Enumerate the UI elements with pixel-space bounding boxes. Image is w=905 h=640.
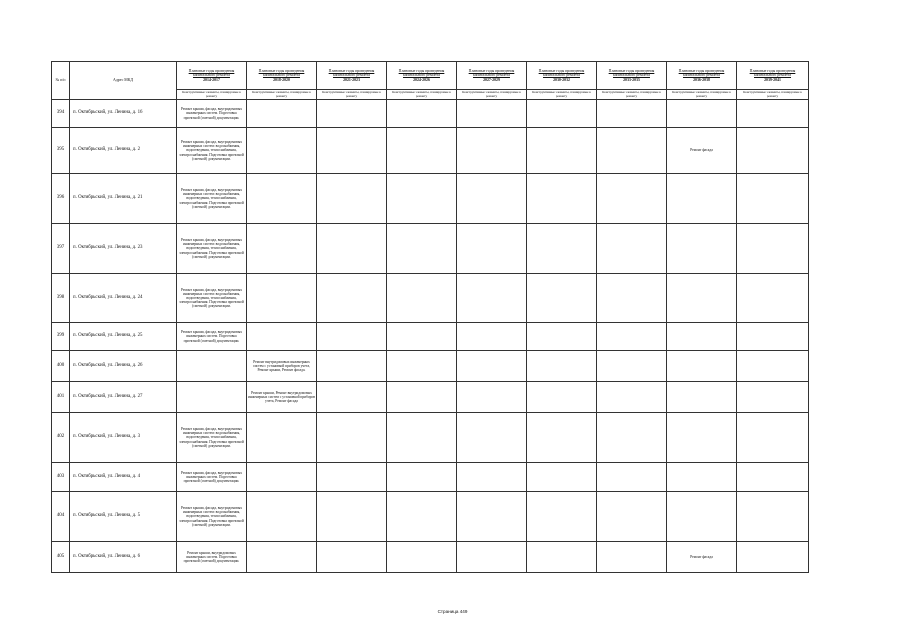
repair-cell: Ремонт крыши, фасада, внутридомовых инженерных систем. Подготовка проектной (сметной) документации. bbox=[177, 100, 247, 128]
repair-cell: Ремонт крыши, фасада, внутридомовых инженерных систем. Подготовка проектной (сметной) документации. bbox=[177, 463, 247, 492]
header-period: Плановые годы проведения капитального ремонта 2021-2023 bbox=[317, 62, 387, 90]
repair-cell bbox=[737, 174, 809, 224]
header-num: № п/п bbox=[52, 62, 70, 100]
table-row bbox=[52, 323, 809, 351]
repair-cell bbox=[667, 463, 737, 492]
repair-cell bbox=[317, 274, 387, 323]
row-number: 403 bbox=[52, 463, 70, 492]
header-period: Плановые годы проведения капитального ремонта 2033-2035 bbox=[597, 62, 667, 90]
table-row bbox=[52, 128, 809, 174]
page-footer: Страница 449 bbox=[437, 609, 468, 614]
repair-cell bbox=[597, 492, 667, 542]
subheader-cell: Конструктивные элементы, планируемые к ремонту bbox=[597, 90, 667, 100]
row-number: 396 bbox=[52, 174, 70, 224]
row-address: п. Октябрьский, ул. Ленина, д. 25 bbox=[70, 323, 177, 351]
row-address: п. Октябрьский, ул. Ленина, д. 21 bbox=[70, 174, 177, 224]
subheader-cell: Конструктивные элементы, планируемые к ремонту bbox=[457, 90, 527, 100]
table-row bbox=[52, 463, 809, 492]
repair-cell bbox=[527, 351, 597, 382]
repair-cell bbox=[527, 174, 597, 224]
table-row bbox=[52, 274, 809, 323]
row-address: п. Октябрьский, ул. Ленина, д. 3 bbox=[70, 413, 177, 463]
repair-cell bbox=[317, 100, 387, 128]
repair-cell bbox=[527, 542, 597, 573]
repair-cell bbox=[597, 323, 667, 351]
repair-cell bbox=[667, 274, 737, 323]
repair-cell bbox=[737, 463, 809, 492]
repair-cell bbox=[387, 128, 457, 174]
repair-cell bbox=[317, 128, 387, 174]
repair-cell bbox=[457, 128, 527, 174]
repair-cell bbox=[597, 351, 667, 382]
row-number: 405 bbox=[52, 542, 70, 573]
repair-cell bbox=[597, 274, 667, 323]
subheader-cell: Конструктивные элементы, планируемые к ремонту bbox=[667, 90, 737, 100]
repair-cell bbox=[737, 128, 809, 174]
repair-cell bbox=[247, 224, 317, 274]
repair-cell bbox=[527, 382, 597, 413]
repair-cell bbox=[667, 174, 737, 224]
row-number: 400 bbox=[52, 351, 70, 382]
repair-cell bbox=[597, 174, 667, 224]
row-number: 398 bbox=[52, 274, 70, 323]
row-address: п. Октябрьский, ул. Ленина, д. 6 bbox=[70, 542, 177, 573]
repair-cell bbox=[597, 100, 667, 128]
repair-cell bbox=[737, 492, 809, 542]
repair-cell bbox=[387, 100, 457, 128]
repair-cell bbox=[667, 323, 737, 351]
row-address: п. Октябрьский, ул. Ленина, д. 4 bbox=[70, 463, 177, 492]
repair-cell bbox=[527, 274, 597, 323]
repair-cell bbox=[527, 100, 597, 128]
repair-cell bbox=[177, 382, 247, 413]
repair-cell bbox=[667, 224, 737, 274]
header-address: Адрес МКД bbox=[70, 62, 177, 100]
repair-cell bbox=[387, 413, 457, 463]
row-number: 401 bbox=[52, 382, 70, 413]
table-row bbox=[52, 174, 809, 224]
repair-cell bbox=[457, 492, 527, 542]
capital-repair-table bbox=[51, 61, 809, 573]
repair-cell: Ремонт крыши, фасада, внутридомовых инженерных систем. Подготовка проектной (сметной) документации. bbox=[177, 323, 247, 351]
repair-cell: Ремонт крыши, внутридомовых инженерных систем. Подготовка проектной (сметной) документации. bbox=[177, 542, 247, 573]
repair-cell bbox=[247, 323, 317, 351]
repair-cell bbox=[457, 174, 527, 224]
repair-cell bbox=[737, 382, 809, 413]
header-period: Плановые годы проведения капитального ремонта 2018-2020 bbox=[247, 62, 317, 90]
header-period: Плановые годы проведения капитального ремонта 2024-2026 bbox=[387, 62, 457, 90]
repair-cell: Ремонт фасада bbox=[667, 128, 737, 174]
subheader-cell: Конструктивные элементы, планируемые к ремонту bbox=[737, 90, 809, 100]
repair-cell bbox=[387, 224, 457, 274]
repair-cell: Ремонт крыши, фасада, внутридомовых инженерных систем: водоснабжения, водоотведения, теплоснабжения, электроснабжения. Подготовка проектной (сметной) документации. bbox=[177, 492, 247, 542]
repair-cell bbox=[597, 542, 667, 573]
repair-cell bbox=[597, 224, 667, 274]
repair-cell bbox=[597, 128, 667, 174]
repair-cell: Ремонт фасада bbox=[667, 542, 737, 573]
repair-cell bbox=[457, 224, 527, 274]
repair-cell: Ремонт крыши, фасада, внутридомовых инженерных систем: водоснабжения, водоотведения, теплоснабжения, электроснабжения. Подготовка проектной (сметной) документации. bbox=[177, 413, 247, 463]
repair-cell bbox=[527, 323, 597, 351]
table-row bbox=[52, 351, 809, 382]
repair-cell bbox=[247, 274, 317, 323]
header-period: Плановые годы проведения капитального ремонта 2030-2032 bbox=[527, 62, 597, 90]
row-address: п. Октябрьский, ул. Ленина, д. 23 bbox=[70, 224, 177, 274]
row-address: п. Октябрьский, ул. Ленина, д. 24 bbox=[70, 274, 177, 323]
repair-cell: Ремонт крыши, фасада, внутридомовых инженерных систем: водоснабжения, водоотведения, теплоснабжения, электроснабжения. Подготовка проектной (сметной) документации. bbox=[177, 274, 247, 323]
repair-cell bbox=[317, 463, 387, 492]
repair-cell bbox=[457, 323, 527, 351]
repair-cell bbox=[387, 382, 457, 413]
subheader-cell: Конструктивные элементы, планируемые к ремонту bbox=[177, 90, 247, 100]
table-row bbox=[52, 542, 809, 573]
row-number: 395 bbox=[52, 128, 70, 174]
header-row bbox=[52, 62, 809, 90]
repair-cell: Ремонт крыши, фасада, внутридомовых инженерных систем: водоснабжения, водоотведения, теплоснабжения, электроснабжения. Подготовка проектной (сметной) документации. bbox=[177, 224, 247, 274]
repair-cell bbox=[597, 413, 667, 463]
repair-cell bbox=[667, 413, 737, 463]
repair-cell bbox=[527, 413, 597, 463]
subheader-cell: Конструктивные элементы, планируемые к ремонту bbox=[247, 90, 317, 100]
repair-cell bbox=[737, 542, 809, 573]
repair-cell bbox=[247, 413, 317, 463]
repair-cell bbox=[667, 492, 737, 542]
repair-cell bbox=[737, 351, 809, 382]
table-row bbox=[52, 100, 809, 128]
table-row bbox=[52, 413, 809, 463]
subheader-cell: Конструктивные элементы, планируемые к ремонту bbox=[317, 90, 387, 100]
repair-cell bbox=[457, 100, 527, 128]
repair-cell bbox=[667, 351, 737, 382]
row-number: 402 bbox=[52, 413, 70, 463]
repair-cell bbox=[457, 413, 527, 463]
header-period: Плановые годы проведения капитального ремонта 2027-2029 bbox=[457, 62, 527, 90]
repair-cell bbox=[387, 274, 457, 323]
repair-cell bbox=[387, 492, 457, 542]
repair-cell bbox=[387, 174, 457, 224]
repair-cell: Ремонт крыши, фасада, внутридомовых инженерных систем: водоснабжения, водоотведения, теплоснабжения, электроснабжения. Подготовка проектной (сметной) документации. bbox=[177, 174, 247, 224]
table-row bbox=[52, 382, 809, 413]
repair-cell bbox=[317, 413, 387, 463]
repair-cell bbox=[177, 351, 247, 382]
repair-cell bbox=[317, 542, 387, 573]
repair-cell bbox=[457, 351, 527, 382]
repair-cell bbox=[527, 492, 597, 542]
header-period: Плановые годы проведения капитального ремонта 2014-2017 bbox=[177, 62, 247, 90]
header-period: Плановые годы проведения капитального ремонта 2036-2038 bbox=[667, 62, 737, 90]
repair-cell bbox=[317, 174, 387, 224]
repair-cell bbox=[737, 274, 809, 323]
repair-cell bbox=[457, 542, 527, 573]
repair-cell bbox=[667, 382, 737, 413]
repair-cell bbox=[737, 224, 809, 274]
repair-cell: Ремонт крыши, Ремонт внутридомовых инженерных систем с установкой приборов учета, Ремонт фасада bbox=[247, 382, 317, 413]
repair-cell bbox=[737, 323, 809, 351]
table-body bbox=[52, 62, 809, 573]
repair-cell bbox=[387, 542, 457, 573]
repair-cell bbox=[247, 174, 317, 224]
header-period: Плановые годы проведения капитального ремонта 2039-2041 bbox=[737, 62, 809, 90]
repair-cell bbox=[527, 463, 597, 492]
repair-cell bbox=[317, 492, 387, 542]
repair-cell bbox=[387, 323, 457, 351]
repair-cell bbox=[457, 274, 527, 323]
subheader-cell: Конструктивные элементы, планируемые к ремонту bbox=[387, 90, 457, 100]
repair-cell: Ремонт крыши, фасада, внутридомовых инженерных систем: водоснабжения, водоотведения, теплоснабжения, электроснабжения. Подготовка проектной (сметной) документации. bbox=[177, 128, 247, 174]
repair-cell bbox=[457, 463, 527, 492]
repair-cell bbox=[247, 100, 317, 128]
repair-cell bbox=[667, 100, 737, 128]
repair-cell bbox=[457, 382, 527, 413]
repair-cell: Ремонт внутридомовых инженерных систем с установкой приборов учета, Ремонт крыши, Ремонт фасада. bbox=[247, 351, 317, 382]
repair-cell bbox=[247, 463, 317, 492]
repair-cell bbox=[527, 224, 597, 274]
repair-cell bbox=[317, 224, 387, 274]
row-number: 397 bbox=[52, 224, 70, 274]
table-row bbox=[52, 492, 809, 542]
repair-cell bbox=[247, 492, 317, 542]
repair-cell bbox=[317, 382, 387, 413]
subheader-cell: Конструктивные элементы, планируемые к ремонту bbox=[527, 90, 597, 100]
repair-cell bbox=[597, 463, 667, 492]
row-address: п. Октябрьский, ул. Ленина, д. 2 bbox=[70, 128, 177, 174]
repair-cell bbox=[527, 128, 597, 174]
row-address: п. Октябрьский, ул. Ленина, д. 26 bbox=[70, 351, 177, 382]
table-row bbox=[52, 224, 809, 274]
repair-cell bbox=[247, 542, 317, 573]
row-address: п. Октябрьский, ул. Ленина, д. 27 bbox=[70, 382, 177, 413]
repair-cell bbox=[317, 351, 387, 382]
repair-cell bbox=[737, 100, 809, 128]
row-number: 404 bbox=[52, 492, 70, 542]
row-number: 394 bbox=[52, 100, 70, 128]
repair-cell bbox=[737, 413, 809, 463]
repair-cell bbox=[317, 323, 387, 351]
repair-cell bbox=[247, 128, 317, 174]
repair-cell bbox=[387, 351, 457, 382]
row-number: 399 bbox=[52, 323, 70, 351]
row-address: п. Октябрьский, ул. Ленина, д. 5 bbox=[70, 492, 177, 542]
repair-cell bbox=[597, 382, 667, 413]
row-address: п. Октябрьский, ул. Ленина, д. 16 bbox=[70, 100, 177, 128]
repair-cell bbox=[387, 463, 457, 492]
